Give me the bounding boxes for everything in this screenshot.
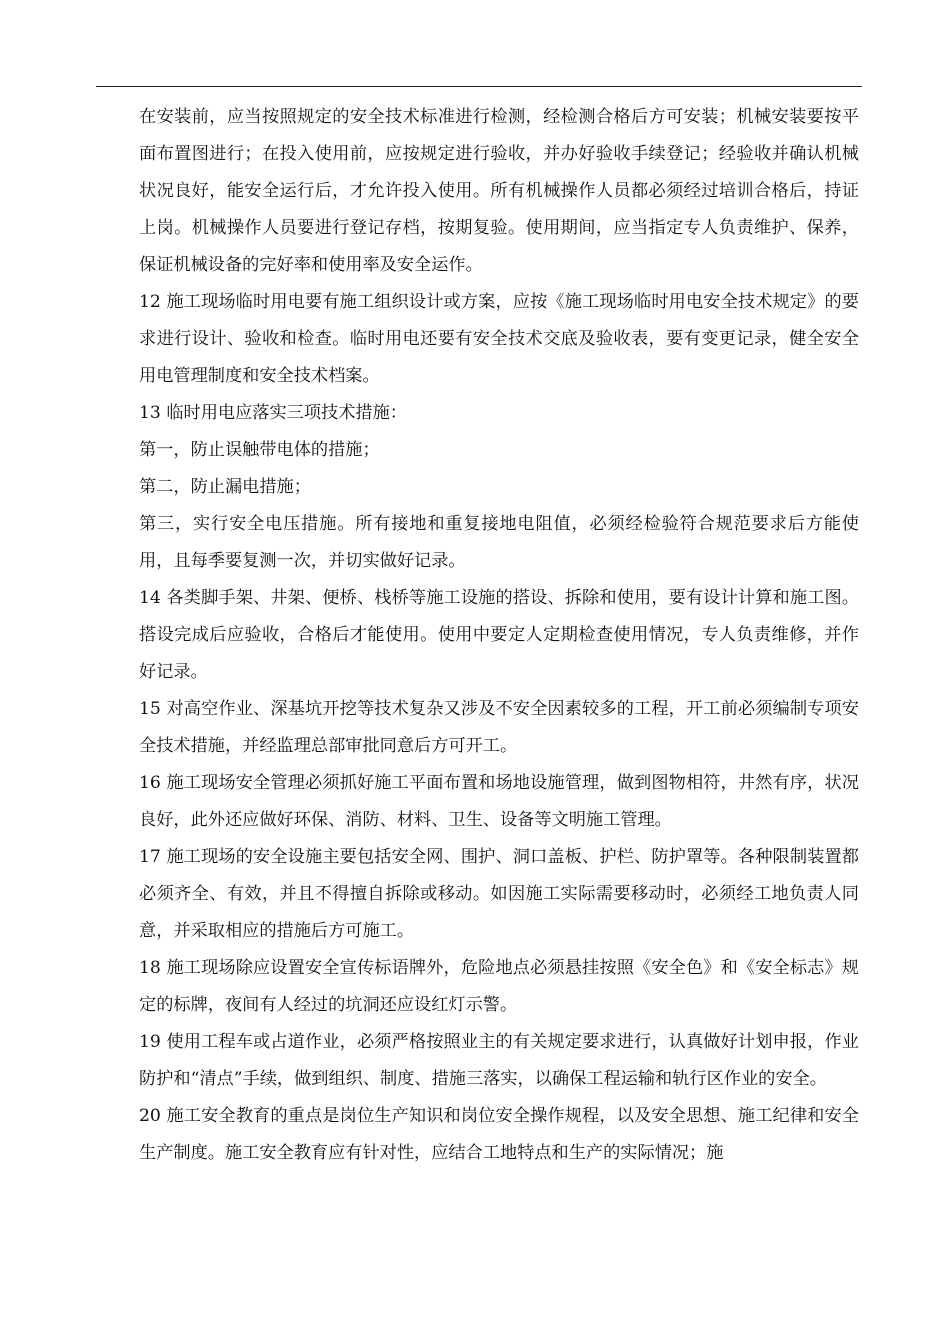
header-rule	[96, 86, 862, 87]
paragraph-20-safety-education: 20 施工安全教育的重点是岗位生产知识和岗位安全操作规程，以及安全思想、施工纪律和安全生产制度。施工安全教育应有针对性，应结合工地特点和生产的实际情况；施	[139, 1106, 859, 1163]
paragraph-19-engineering-vehicles: 19 使用工程车或占道作业，必须严格按照业主的有关规定要求进行，认真做好计划申报，作业防护和“清点”手续，做到组织、制度、措施三落实，以确保工程运输和轨行区作业的安全。	[139, 1032, 859, 1089]
paragraph-17-safety-facilities: 17 施工现场的安全设施主要包括安全网、围护、洞口盖板、护栏、防护罩等。各种限制装置都必须齐全、有效，并且不得擅自拆除或移动。如因施工实际需要移动时，必须经工地负责人同意，并采取相应的措施后方可施工。	[139, 847, 859, 941]
paragraph-14-scaffolding: 14 各类脚手架、井架、便桥、栈桥等施工设施的搭设、拆除和使用，要有设计计算和施工图。搭设完成后应验收，合格后才能使用。使用中要定人定期检查使用情况，专人负责维修，并作好记录。	[139, 588, 859, 682]
paragraph-measure-2: 第二，防止漏电措施；	[139, 477, 311, 497]
paragraph-13-three-measures: 13 临时用电应落实三项技术措施：	[139, 403, 407, 423]
paragraph-18-signage: 18 施工现场除应设置安全宣传标语牌外，危险地点必须悬挂按照《安全色》和《安全标志》规定的标牌，夜间有人经过的坑洞还应设红灯示警。	[139, 958, 859, 1015]
paragraph-machinery-installation: 在安装前，应当按照规定的安全技术标准进行检测，经检测合格后方可安装；机械安装要按平面布置图进行；在投入使用前，应按规定进行验收，并办好验收手续登记；经验收并确认机械状况良好，能安全运行后，才允许投入使用。所有机械操作人员都必须经过培训合格后，持证上岗。机械操作人员要进行登记存档，按期复验。使用期间，应当指定专人负责维护、保养，保证机械设备的完好率和使用率及安全运作。	[139, 107, 859, 275]
paragraph-12-temporary-power: 12 施工现场临时用电要有施工组织设计或方案，应按《施工现场临时用电安全技术规定》的要求进行设计、验收和检查。临时用电还要有安全技术交底及验收表，要有变更记录，健全安全用电管理制度和安全技术档案。	[139, 292, 859, 386]
paragraph-measure-1: 第一，防止误触带电体的措施；	[139, 440, 380, 460]
paragraph-15-high-altitude: 15 对高空作业、深基坑开挖等技术复杂又涉及不安全因素较多的工程，开工前必须编制专项安全技术措施，并经监理总部审批同意后方可开工。	[139, 699, 859, 756]
paragraph-measure-3: 第三，实行安全电压措施。所有接地和重复接地电阻值，必须经检验符合规范要求后方能使用，且每季要复测一次，并切实做好记录。	[139, 514, 859, 571]
paragraph-16-site-layout: 16 施工现场安全管理必须抓好施工平面布置和场地设施管理，做到图物相符，井然有序，状况良好，此外还应做好环保、消防、材料、卫生、设备等文明施工管理。	[139, 773, 859, 830]
document-body	[139, 99, 859, 1172]
